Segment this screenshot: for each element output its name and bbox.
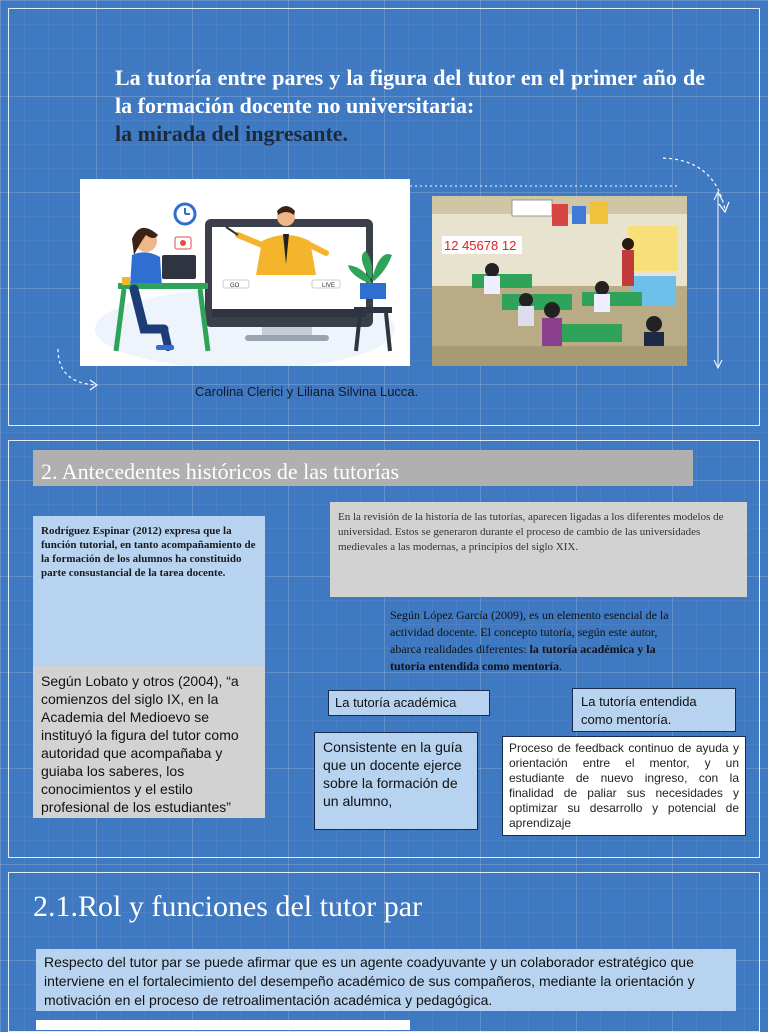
bottom-text-box-partial [36,1020,410,1030]
rodriguez-quote-box: Rodríguez Espinar (2012) expresa que la función tutorial, en tanto acompañamiento de la formación de los alumnos ha constituido parte consustancial de la tarea docente. [33,516,265,666]
section-heading: 2. Antecedentes históricos de las tutorías [41,459,400,484]
lopez-text-bold: la tutoría académica y la tutoría entendida como mentoría [390,642,656,673]
subsection-heading: 2.1.Rol y funciones del tutor par [33,890,423,923]
authors-line: Carolina Clerici y Liliana Silvina Lucca. [195,384,419,399]
screen-badge-live: LIVE [322,283,336,289]
section-heading-bar [33,450,693,486]
title-main: La tutoría entre pares y la figura del tutor en el primer año de la formación docente no universitaria: [115,65,705,118]
online-class-illustration [80,179,410,366]
screen-badge-go: GO [230,283,240,289]
classroom-photo [432,196,687,366]
tutor-par-text-box: Respecto del tutor par se puede afirmar que es un agente coadyuvante y un colaborador estratégico que interviene en el fortalecimiento del desempeño académico de sus compañeros, mediante la orientación y motivación en el proceso de retroalimentación académica y pedagógica. [36,949,736,1011]
consistente-definition-box: Consistente en la guía que un docente ejerce sobre la formación de un alumno, [314,732,478,830]
tutoria-mentoria-box: La tutoría entendida como mentoría. [572,688,736,732]
lopez-garcia-text [390,607,680,675]
lobato-quote-box: Según Lobato y otros (2004), “a comienzos del siglo IX, en la Academia del Medioevo se instituyó la figura del tutor como autoridad que acompañaba y guiaba los saberes, los conocimientos y el estilo profesional de los estudiantes” [33,666,265,818]
lopez-text-end: . [558,659,562,673]
board-numbers: 12 45678 12 [444,238,517,253]
lopez-text-main: Según López García (2009), es un elemento esencial de la actividad docente. El concepto tutoría, según este autor, abarca realidades diferentes: [390,608,669,656]
revision-text-box: En la revisión de la historia de las tutorías, aparecen ligadas a los diferentes modelos de universidad. Estos se generaron durante el proceso de cambio de las universidades medievales a las modernas, a principios del siglo XIX. [330,502,747,597]
title-subtitle: la mirada del ingresante. [115,121,349,146]
tutoria-academica-box: La tutoría académica [328,690,490,716]
proceso-definition-box: Proceso de feedback continuo de ayuda y orientación entre el mentor, y un estudiante de nuevo ingreso, con la finalidad de paliar sus necesidades y optimizar su desarrollo y potencial de aprendizaje [502,736,746,836]
slide-1-title [115,64,705,148]
